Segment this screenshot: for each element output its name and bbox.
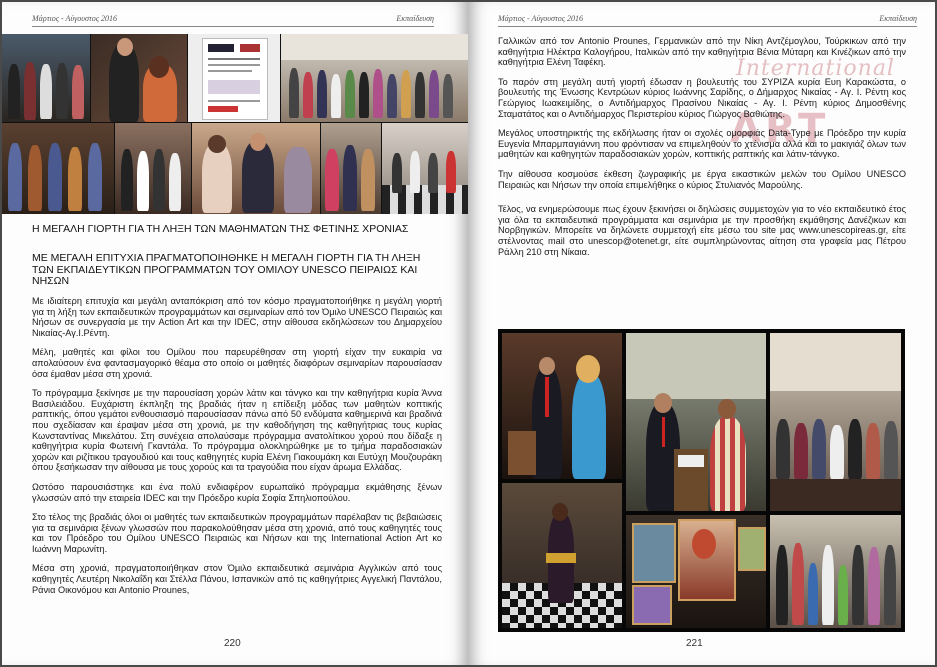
page-number: 221 (686, 638, 703, 649)
right-page (468, 2, 935, 665)
photo-painting-exhibition (626, 515, 766, 628)
paragraph: Μεγάλος υποστηρικτής της εκδήλωσης ήταν οι σχολές ομορφιάς Data-Type με Πρόεδρο την κυρία Ευγενία Μπαρμπαγιάννη που φρόντισαν να επιμεληθούν το χτένισμα αλλά και το μακιγιάζ όλων των μαθητών και καθηγητών παραδοσιακών χορών, κοπτικής ραπτικής και λάτιν-τάνγκο. (498, 128, 906, 160)
paragraph: Ωστόσο παρουσιάστηκε και ένα πολύ ενδιαφέρον ευρωπαϊκό πρόγραμμα εκμάθησης ξένων γλωσσών από την εταιρεία IDEC και την Πρόεδρο κυρία Σοφία Σπηλιοπούλου. (32, 481, 442, 503)
right-body (498, 36, 906, 266)
photo-collage (498, 329, 905, 632)
photo-portrait-couple (91, 34, 187, 122)
header-date: Μάρτιος - Αύγουστος 2016 (32, 14, 117, 23)
photo-group-children (770, 515, 901, 628)
header-date: Μάρτιος - Αύγουστος 2016 (498, 14, 583, 23)
photo-dance-floor (382, 123, 468, 214)
photo-event-poster (188, 34, 280, 122)
photo-strip (2, 34, 468, 214)
header-section: Εκπαίδευση (396, 14, 434, 23)
closing-paragraph: Τέλος, να ενημερώσουμε πως έχουν ξεκινήσει οι δηλώσεις συμμετοχών για το νέο εκπαιδευτικό έτος για όλα τα εκπαιδευτικά προγράμματα και σεμινάρια με την προσθήκη εκμάθησης Δανέζικων και Νορβηγικών. Μπορείτε να δηλώνετε συμμετοχή είτε μέσω του site μας www.unescopireas.gr, είτε στέλνοντας mail στο unescop@otenet.gr, είτε συμπληρώνοντας αίτηση στα γραφεία μας Πέτρου Ράλλη 210 στη Νίκαια. (498, 204, 906, 257)
watermark-logo: ART (730, 106, 830, 152)
header-rule (498, 26, 917, 27)
email-link[interactable]: unescop@otenet.gr (588, 235, 668, 246)
photo-audience-hall (281, 34, 468, 122)
photo-traditional-dance (2, 123, 114, 214)
paragraph: Το παρόν στη μεγάλη αυτή γιορτή έδωσαν η βουλευτής του ΣΥΡΙΖΑ κυρία Ευη Καρακώστα, ο βουλευτής της Ένωσης Κεντρώων κύριος Ιωάννης Σαρίδης, ο Δήμαρχος Νικαίας - Αγ. Ι. Ρέντη κος Γεώργιος Ιωακειμίδης, ο Αντιδήμαρχος Πρασίνου Νικαίας - Αγ. Ι. Ρέντη κύριος Δημοσθένης Σταματάτος και ο Αντιδήμαρχος Περιστερίου κύριος Γιώργος Βαθιώτης. (498, 76, 906, 119)
article-subtitle: ΜΕ ΜΕΓΑΛΗ ΕΠΙΤΥΧΙΑ ΠΡΑΓΜΑΤΟΠΟΙΗΘΗΚΕ Η ΜΕΓΑΛΗ ΓΙΟΡΤΗ ΓΙΑ ΤΗ ΛΗΞΗ ΤΩΝ ΕΚΠΑΙΔΕΥΤΙΚΩΝ ΠΡΟΓΡΑΜΜΑΤΩΝ ΤΟΥ ΟΜΙΛΟΥ UNESCO ΠΕΙΡΑΙΩΣ ΚΑΙ ΝΗΣΩΝ (32, 252, 421, 287)
paragraph: Γαλλικών από τον Antonio Prounes, Γερμανικών από την Νίκη Αντζέμογλου, Τούρκικων από την καθηγήτρια Ηλέκτρα Καλογήρου, Ιταλικών από την καθηγήτρια Βένια Μύταρη και Κινέζικων από την καθηγήτρια Ελένη Ταφέκη. (498, 36, 906, 68)
watermark-text: International (736, 56, 895, 81)
paragraph: Μέσα στη χρονιά, πραγματοποιήθηκαν στον Όμιλο εκπαιδευτικά σεμινάρια Αγγλικών από τους καθηγητές Λευτέρη Νικολαΐδη και Στέλλα Πάνου, Ισπανικών από τις καθηγήτριες Αγγελική Παντάλου, Ράνια Οικονόμου και Antonio Prounes, (32, 563, 442, 595)
photo-hosts-podium (502, 333, 622, 479)
photo-group-ceremony (2, 34, 90, 122)
paragraph: Με ιδιαίτερη επιτυχία και μεγάλη ανταπόκριση από τον κόσμο πραγματοποιήθηκε η μεγάλη γιορτή για τη λήξη των εκπαιδευτικών προγραμμάτων και σεμιναρίων από τον Όμιλο UNESCO Πειραιώς και Νήσων σε συνεργασία με την Action Art και την IDEC, στην αίθουσα εκδηλώσεων του Δημαρχείου Νικαίας-Αγ.Ι.Ρέντη. (32, 296, 442, 338)
photo-group-standing (115, 123, 191, 214)
photo-award-presentation (192, 123, 320, 214)
photo-speaker-microphone (626, 333, 766, 511)
photo-belly-dancer (502, 483, 622, 628)
website-link[interactable]: www.unescopireas.gr (798, 225, 886, 236)
paragraph: Την αίθουσα κοσμούσε έκθεση ζωγραφικής με έργα εικαστικών μελών του Ομίλου UNESCO Πειραιώς και Νήσων την οποία επιμελήθηκε ο κύριος Στυλιανός Μαρούλης. (498, 168, 906, 190)
left-body (32, 296, 442, 604)
header-rule (32, 26, 434, 27)
photo-audience-seated (770, 333, 901, 511)
paragraph: Μέλη, μαθητές και φίλοι του Ομίλου που παρευρέθησαν στη γιορτή είχαν την ευκαιρία να απολαύσουν ένα φαντασμαγορικό θέαμα στο οποίο οι μαθητές διαφόρων σεμιναρίων παρουσίασαν όσα έμαθαν μέσα στη χρονιά. (32, 347, 442, 379)
paragraph: Στο τέλος της βραδιάς όλοι οι μαθητές των εκπαιδευτικών προγραμμάτων παρέλαβαν τις βεβαιώσεις για τα σεμινάρια ξένων γλωσσών που παρακολούθησαν μέσα στη χρονιά, από τους καθηγητές τους και τον Πρόεδρο του Ομίλου UNESCO Πειραιώς και Νήσων και της International Action Art κο Ιωάννη Μαρωνίτη. (32, 512, 442, 554)
article-title: Η ΜΕΓΑΛΗ ΓΙΟΡΤΗ ΓΙΑ ΤΗ ΛΗΞΗ ΤΩΝ ΜΑΘΗΜΑΤΩΝ ΤΗΣ ΦΕΤΙΝΗΣ ΧΡΟΝΙΑΣ (32, 223, 409, 235)
paragraph: Το πρόγραμμα ξεκίνησε με την παρουσίαση χορών λάτιν και τάνγκο και την καθηγήτρια κυρία Άννα Βασιλειάδου. Ευχάριστη έκπληξη της βραδιάς ήταν η επίδειξη μόδας των μαθητών κοπτικής ραπτικής, όπου γεμάτοι ενθουσιασμό παρουσίασαν πάνω από 50 ενδύματα καθημερινά και βραδινά που σχεδίασαν και έραψαν μέσα στη χρονιά, με την καθοδήγηση της καθηγήτριας τους κυρίας Κωνσταντίνας Μικελάτου. Στη συνέχεια απολαύσαμε πρόγραμμα ανατολίτικου χορού που δίδαξε η καθηγήτρια κυρία Φωτεινή Γκαντάλα. Το πρόγραμμα ολοκληρώθηκε με το τμήμα παραδοσιακών χορών και ριζίτικου τραγουδιού και τους καθηγητές κυρία Ελένη Γιακουμάκη και Ευτύχη Μουζουράκη όπου ξεσήκωσαν την αίθουσα με τους χορούς και τα τραγούδια που είχαν άρωμα Ελλάδας. (32, 388, 442, 473)
photo-women-group (321, 123, 381, 214)
header-section: Εκπαίδευση (879, 14, 917, 23)
left-page (2, 2, 468, 665)
page-number: 220 (224, 638, 241, 649)
